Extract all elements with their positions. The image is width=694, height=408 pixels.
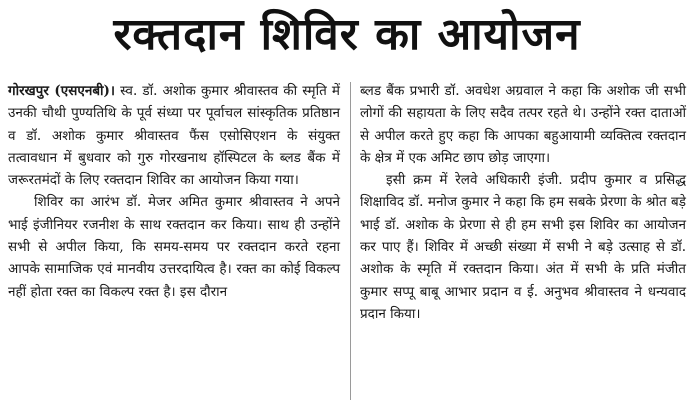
article-paragraph: शिविर का आरंभ डॉ. मेजर अमित कुमार श्रीवास्तव ने अपने भाई इंजीनियर रजनीश के साथ रक्तदान कर किया। साथ ही उन्होंने सभी से अपील किया, कि समय-समय पर रक्तदान करते रहना आपके सामाजिक एवं मानवीय उत्तरदायित्व है। रक्त का कोई विकल्प नहीं होता रक्त का विकल्प रक्त है। इस दौरान xyxy=(8,194,340,300)
article-column-left xyxy=(8,80,340,303)
article-column-right xyxy=(360,80,686,325)
column-divider xyxy=(350,82,351,400)
article-paragraph: इसी क्रम में रेलवे अधिकारी इंजी. प्रदीप कुमार व प्रसिद्ध शिक्षाविद डॉ. मनोज कुमार ने कहा कि हम सबके प्रेरणा के श्रोत बड़े भाई डॉ. अशोक के प्रेरणा से ही हम सभी इस शिविर का आयोजन कर पाए हैं। शिविर में अच्छी संख्या में सभी ने बड़े उत्साह से डॉ. अशोक के स्मृति में रक्तदान किया। अंत में सभी के प्रति मंजीत कुमार सप्पू बाबू आभार प्रदान व ई. अनुभव श्रीवास्तव ने धन्यवाद प्रदान किया। xyxy=(360,172,686,322)
paragraph-text: स्व. डॉ. अशोक कुमार श्रीवास्तव की स्मृति में उनकी चौथी पुण्यतिथि के पूर्व संध्या पर पूर्वाचल सांस्कृतिक प्रतिष्ठान व डॉ. अशोक कुमार श्रीवास्तव फैंस एसोसिएशन के संयुक्त तत्वावधान में बुधवार को गुरु गोरखनाथ हॉस्पिटल के ब्लड बैंक में जरूरतमंदों के लिए रक्तदान शिविर का आयोजन किया गया। xyxy=(8,83,340,189)
headline: रक्तदान शिविर का आयोजन xyxy=(113,9,581,60)
article-paragraph: ब्लड बैंक प्रभारी डॉ. अवधेश अग्रवाल ने कहा कि अशोक जी सभी लोगों की सहायता के लिए सदैव तत्पर रहते थे। उन्होंने रक्त दाताओं से अपील करते हुए कहा कि आपका बहुआयामी व्यक्तित्व रक्तदान के क्षेत्र में एक अमिट छाप छोड़ जाएगा। xyxy=(360,83,686,166)
article-paragraph xyxy=(8,80,340,191)
dateline: गोरखपुर (एसएनबी)। xyxy=(8,83,116,99)
